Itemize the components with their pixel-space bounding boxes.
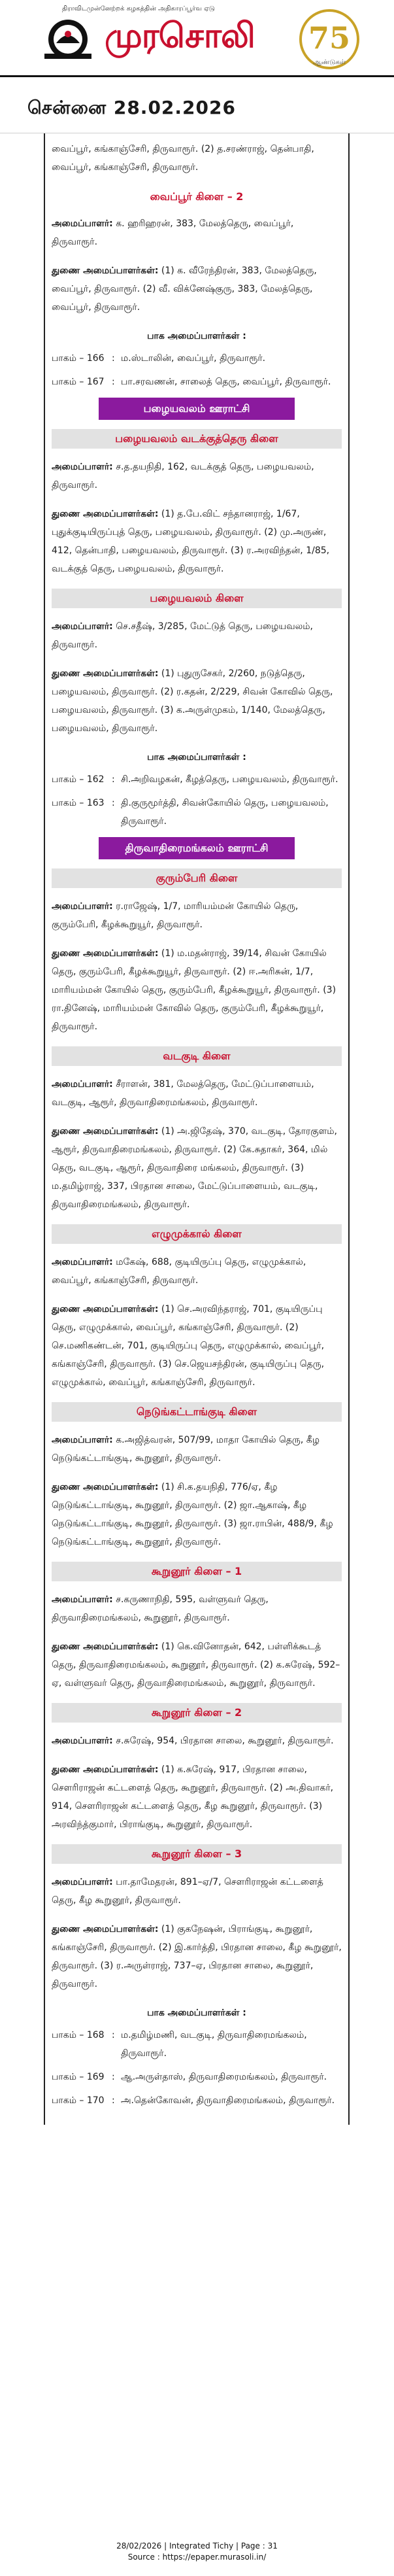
section-heading-vadakudi: வடகுடி கிளை	[52, 1046, 342, 1066]
panchayat-banner-thiruvathiraimangalam: திருவாதிரைமங்கலம் ஊராட்சி	[99, 837, 295, 859]
booth-row: பாகம் – 163 : தி.குருமூர்த்தி, சிவன்கோயில் தெரு, பழையவலம், திருவாரூர்.	[52, 794, 342, 831]
masthead-title: முரசொலி	[105, 16, 255, 56]
leader-text: ச.கருணாநிதி, 595, வள்ளுவர் தெரு, திருவாதிரைமங்கலம், கூறுனூர், திருவாரூர்.	[52, 1594, 269, 1623]
booth-number: பாகம் – 168	[52, 2030, 105, 2040]
booth-number: பாகம் – 167	[52, 377, 105, 387]
section-heading-koorunur-1: கூறுனூர் கிளை – 1	[52, 1562, 342, 1581]
booth-row: பாகம் – 166 : ம.ஸ்டாலின், வைப்பூர், திருவாரூர்.	[52, 349, 342, 368]
anniversary-word: ஆண்டுகள்	[313, 59, 346, 66]
booth-number: பாகம் – 162	[52, 774, 105, 785]
booth-label: பாக அமைப்பாளர்கள் :	[147, 331, 246, 341]
deputy-paragraph	[52, 1920, 342, 1993]
masthead-tagline: திராவிடமுன்னேற்றக் கழகத்தின் அதிகாரப்பூர்வ ஏடு	[62, 5, 215, 12]
booth-label: பாக அமைப்பாளர்கள் :	[147, 752, 246, 763]
booth-number: பாகம் – 170	[52, 2095, 105, 2106]
booth-text: அ.தென்கோவன், திருவாதிரைமங்கலம், திருவாரூர்.	[121, 2095, 335, 2106]
leader-text: சீராளன், 381, மேலத்தெரு, மேட்டுப்பாளையம், வடகுடி, ஆரூர், திருவாதிரைமங்கலம், திருவாரூர்.	[52, 1079, 314, 1108]
footer-edition-line: 28/02/2026 | Integrated Tichy | Page : 31	[116, 2541, 278, 2550]
deputy-label: துணை அமைப்பாளர்கள்:	[52, 668, 159, 679]
booth-row: பாகம் – 167 : பா.சரவணன், சாலைத் தெரு, வைப்பூர், திருவாரூர்.	[52, 373, 342, 391]
leader-paragraph	[52, 1873, 342, 1910]
intro-paragraph: வைப்பூர், கங்காஞ்சேரி, திருவாரூர். (2) த.சரண்ராஜ், தென்பாதி, வைப்பூர், கங்காஞ்சேரி, திருவாரூர்.	[52, 144, 314, 173]
deputy-text: (1) சி.க.தயநிதி, 776/ஏ, கீழ நெடுங்கட்டாங்குடி, கூறுனூர், திருவாரூர். (2) ஜா.ஆகாஷ், கீழ நெடுங்கட்டாங்குடி, கூறுனூர், திருவாரூர். (3) ஜா.ராபின், 488/9, கீழ நெடுங்கட்டாங்குடி, கூறுனூர், திருவாரூர்.	[52, 1482, 333, 1547]
booth-number: பாகம் – 169	[52, 2072, 105, 2082]
edition-title: சென்னை 28.02.2026	[27, 97, 236, 118]
deputy-text: (1) குகநேஷன், பிராங்குடி, கூறுனூர், கங்காஞ்சேரி, திருவாரூர். (2) இ.கார்த்தி, பிரதான சாலை, கீழ கூறுனூர், திருவாரூர். (3) ர.அருள்ராஜ், 737–ஏ, பிரதான சாலை, கூறுனூர், திருவாரூர்.	[52, 1924, 342, 1989]
leader-text: பா.தாமேதரன், 891–ஏ/7, சௌரிராஜன் கட்டளைத் தெரு, கீழ கூறுனூர், திருவாரூர்.	[52, 1877, 323, 1906]
deputy-text: (1) ம.மதன்ராஜ், 39/14, சிவன் கோயில் தெரு, குரும்பேரி, கீழக்கூறுயூர், திருவாரூர். (2) ஈ.அரிசுன், 1/7, மாரியம்மன் கோயில் தெரு, குரும்பேரி, கீழக்கூறுயூர், திருவாரூர். (3) ரா.தினேஷ், மாரியம்மன் கோவில் தெரு, குரும்பேரி, கீழக்கூறுயூர், திருவாரூர்.	[52, 948, 337, 1032]
leader-label: அமைப்பாளர்:	[52, 621, 113, 632]
leader-paragraph	[52, 215, 342, 251]
leader-paragraph	[52, 1590, 342, 1627]
deputy-paragraph	[52, 944, 342, 1036]
deputy-label: துணை அமைப்பாளர்கள்:	[52, 1304, 159, 1314]
leader-text: க.அஜித்வரன், 507/99, மாதா கோயில் தெரு, கீழ நெடுங்கட்டாங்குடி, கூறுனூர், திருவாரூர்.	[52, 1435, 320, 1464]
booth-label: பாக அமைப்பாளர்கள் :	[147, 2008, 246, 2018]
deputy-text: (1) அ.ஜிதேஷ், 370, வடகுடி, தோரகுளம், ஆரூர், திருவாதிரைமங்கலம், திருவாரூர். (2) கே.சுதாகர், 364, மில் தெரு, வடகுடி, ஆரூர், திருவாதிரை மங்கலம், திருவாரூர். (3) ம.தமிழ்ராஜ், 337, பிரதான சாலை, மேட்டுப்பாளையம், வடகுடி, திருவாதிரைமங்கலம், திருவாரூர்.	[52, 1126, 337, 1210]
leader-text: ர.ராஜேஷ், 1/7, மாரியம்மன் கோயில் தெரு, குரும்பேரி, கீழக்கூறுயூர், திருவாரூர்.	[52, 901, 299, 930]
deputy-label: துணை அமைப்பாளர்கள்:	[52, 1924, 159, 1934]
leader-paragraph	[52, 1431, 342, 1468]
panchayat-banner-pazhaiyavalam: பழையவலம் ஊராட்சி	[99, 398, 295, 420]
booth-row: பாகம் – 162 : சி.அறிவழகன், கீழத்தெரு, பழையவலம், திருவாரூர்.	[52, 770, 342, 789]
deputy-paragraph	[52, 1300, 342, 1392]
section-heading-pazhaiyavalam-north: பழையவலம் வடக்குத்தெரு கிளை	[52, 429, 342, 449]
edition-bar	[0, 77, 394, 133]
deputy-label: துணை அமைப்பாளர்கள்:	[52, 1126, 159, 1137]
section-heading-kurumberi: குரும்பேரி கிளை	[52, 868, 342, 888]
footer-source-link[interactable]: Source : https://epaper.murasoli.in/	[127, 2552, 267, 2562]
deputy-text: (1) க.சுரேஷ், 917, பிரதான சாலை, சௌரிராஜன் கட்டளைத் தெரு, கூறுனூர், திருவாரூர். (2) அ.திவாகர், 914, சௌரிராஜன் கட்டளைத் தெரு, கீழ கூறுனூர், திருவாரூர். (3) அரவிந்த்குமார், பிராங்குடி, கூறுனூர், திருவாரூர்.	[52, 1764, 334, 1830]
leader-label: அமைப்பாளர்:	[52, 1079, 113, 1090]
leader-label: அமைப்பாளர்:	[52, 218, 113, 229]
booth-number: பாகம் – 163	[52, 798, 105, 808]
deputy-label: துணை அமைப்பாளர்கள்:	[52, 1641, 159, 1652]
leader-paragraph	[52, 897, 342, 934]
deputy-label: துணை அமைப்பாளர்கள்:	[52, 266, 159, 276]
deputy-text: (1) புதுருசேகர், 2/260, நடுத்தெரு, பழையவலம், திருவாரூர். (2) ர.கதன், 2/229, சிவன் கோவில் தெரு, பழையவலம், திருவாரூர். (3) க.அருள்முகம், 1/140, மேலத்தெரு, பழையவலம், திருவாரூர்.	[52, 668, 333, 734]
leader-paragraph	[52, 617, 342, 654]
booth-text: ஆ.அருள்தாஸ், திருவாதிரைமங்கலம், திருவாரூர்.	[121, 2072, 327, 2082]
leader-text: மகேஷ், 688, குடியிருப்பு தெரு, எழுமுக்கால், வைப்பூர், கங்காஞ்சேரி, திருவாரூர்.	[52, 1257, 306, 1286]
booth-text: ம.தமிழ்மணி, வடகுடி, திருவாதிரைமங்கலம், திருவாரூர்.	[121, 2030, 307, 2059]
leader-paragraph	[52, 458, 342, 494]
party-emblem-icon	[38, 14, 98, 61]
deputy-label: துணை அமைப்பாளர்கள்:	[52, 948, 159, 959]
section-heading-nedungattangudi: நெடுங்கட்டாங்குடி கிளை	[52, 1402, 342, 1422]
leader-label: அமைப்பாளர்:	[52, 1594, 113, 1605]
anniversary-badge	[295, 8, 364, 73]
booth-row: பாகம் – 168 : ம.தமிழ்மணி, வடகுடி, திருவாதிரைமங்கலம், திருவாரூர்.	[52, 2026, 342, 2063]
leader-paragraph	[52, 1075, 342, 1112]
booth-row: பாகம் – 169 : ஆ.அருள்தாஸ், திருவாதிரைமங்கலம், திருவாரூர்.	[52, 2068, 342, 2086]
deputy-text: (1) க. வீரேந்திரன், 383, மேலத்தெரு, வைப்பூர், திருவாரூர். (2) வீ. விக்னேஷ்குரு, 383, மேலத்தெரு, வைப்பூர், திருவாரூர்.	[52, 266, 317, 313]
leader-paragraph	[52, 1732, 342, 1750]
deputy-paragraph	[52, 1760, 342, 1834]
leader-text: ச.சுரேஷ், 954, பிரதான சாலை, கூறுனூர், திருவாரூர்.	[112, 1736, 334, 1746]
leader-label: அமைப்பாளர்:	[52, 901, 113, 912]
masthead	[0, 0, 394, 77]
section-heading-koorunur-2: கூறுனூர் கிளை – 2	[52, 1703, 342, 1723]
leader-text: ச.த.தயநிதி, 162, வடக்குத் தெரு, பழையவலம், திருவாரூர்.	[52, 462, 314, 490]
deputy-label: துணை அமைப்பாளர்கள்:	[52, 509, 159, 519]
leader-label: அமைப்பாளர்:	[52, 1736, 113, 1746]
deputy-label: துணை அமைப்பாளர்கள்:	[52, 1764, 159, 1775]
deputy-paragraph	[52, 1478, 342, 1551]
section-heading-vaippur-2: வைப்பூர் கிளை – 2	[150, 190, 244, 203]
deputy-paragraph	[52, 1638, 342, 1692]
leader-text: செ.சதீஷ், 3/285, மேட்டுத் தெரு, பழையவலம், திருவாரூர்.	[52, 621, 313, 650]
leader-label: அமைப்பாளர்:	[52, 1877, 113, 1887]
booth-text: சி.அறிவழகன், கீழத்தெரு, பழையவலம், திருவாரூர்.	[121, 774, 338, 785]
anniversary-number: 75	[308, 20, 351, 56]
leader-label: அமைப்பாளர்:	[52, 1435, 113, 1445]
section-heading-pazhaiyavalam: பழையவலம் கிளை	[52, 589, 342, 608]
section-heading-ezhumukkal: எழுமுக்கால் கிளை	[52, 1224, 342, 1244]
booth-text: தி.குருமூர்த்தி, சிவன்கோயில் தெரு, பழையவலம், திருவாரூர்.	[121, 798, 329, 827]
leader-text: க. ஹரிஹரன், 383, மேலத்தெரு, வைப்பூர், திருவாரூர்.	[52, 218, 294, 247]
deputy-text: (1) செ.அரவிந்தராஜ், 701, குடியிருப்பு தெரு, எழுமுக்கால், வைப்பூர், கங்காஞ்சேரி, திருவாரூர். (2) செ.மணிகண்டன், 701, குடியிருப்பு தெரு, எழுமுக்கால், வைப்பூர், கங்காஞ்சேரி, திருவாரூர். (3) செ.ஜெயசந்திரன், குடியிருப்பு தெரு, எழுமுக்கால், வைப்பூர், கங்காஞ்சேரி, திருவாரூர்.	[52, 1304, 325, 1388]
deputy-label: துணை அமைப்பாளர்கள்:	[52, 1482, 159, 1492]
deputy-paragraph	[52, 262, 342, 317]
deputy-paragraph	[52, 664, 342, 738]
deputy-paragraph	[52, 505, 342, 578]
booth-number: பாகம் – 166	[52, 353, 105, 364]
booth-text: ம.ஸ்டாலின், வைப்பூர், திருவாரூர்.	[121, 353, 266, 364]
section-heading-koorunur-3: கூறுனூர் கிளை – 3	[52, 1844, 342, 1864]
deputy-paragraph	[52, 1122, 342, 1214]
leader-label: அமைப்பாளர்:	[52, 1257, 113, 1267]
article-column	[44, 133, 350, 2125]
page-footer	[0, 2541, 394, 2563]
booth-text: பா.சரவணன், சாலைத் தெரு, வைப்பூர், திருவாரூர்.	[121, 377, 331, 387]
deputy-text: (1) கெ.வினோதன், 642, பள்ளிக்கூடத் தெரு, திருவாதிரைமங்கலம், கூறுனூர், திருவாரூர். (2) க.சுரேஷ், 592–ஏ, வள்ளுவர் தெரு, திருவாதிரைமங்கலம், கூறுனூர், திருவாரூர்.	[52, 1641, 340, 1689]
leader-label: அமைப்பாளர்:	[52, 462, 113, 472]
leader-paragraph	[52, 1253, 342, 1290]
booth-row: பாகம் – 170 : அ.தென்கோவன், திருவாதிரைமங்கலம், திருவாரூர்.	[52, 2091, 342, 2110]
deputy-text: (1) த.பே.விட் சந்தானராஜ், 1/67, புதுக்குடியிருப்புத் தெரு, பழையவலம், திருவாரூர். (2) மு.அருண், 412, தென்பாதி, பழையவலம், திருவாரூர். (3) ர.அரவிந்தன், 1/85, வடக்குத் தெரு, பழையவலம், திருவாரூர்.	[52, 509, 330, 574]
